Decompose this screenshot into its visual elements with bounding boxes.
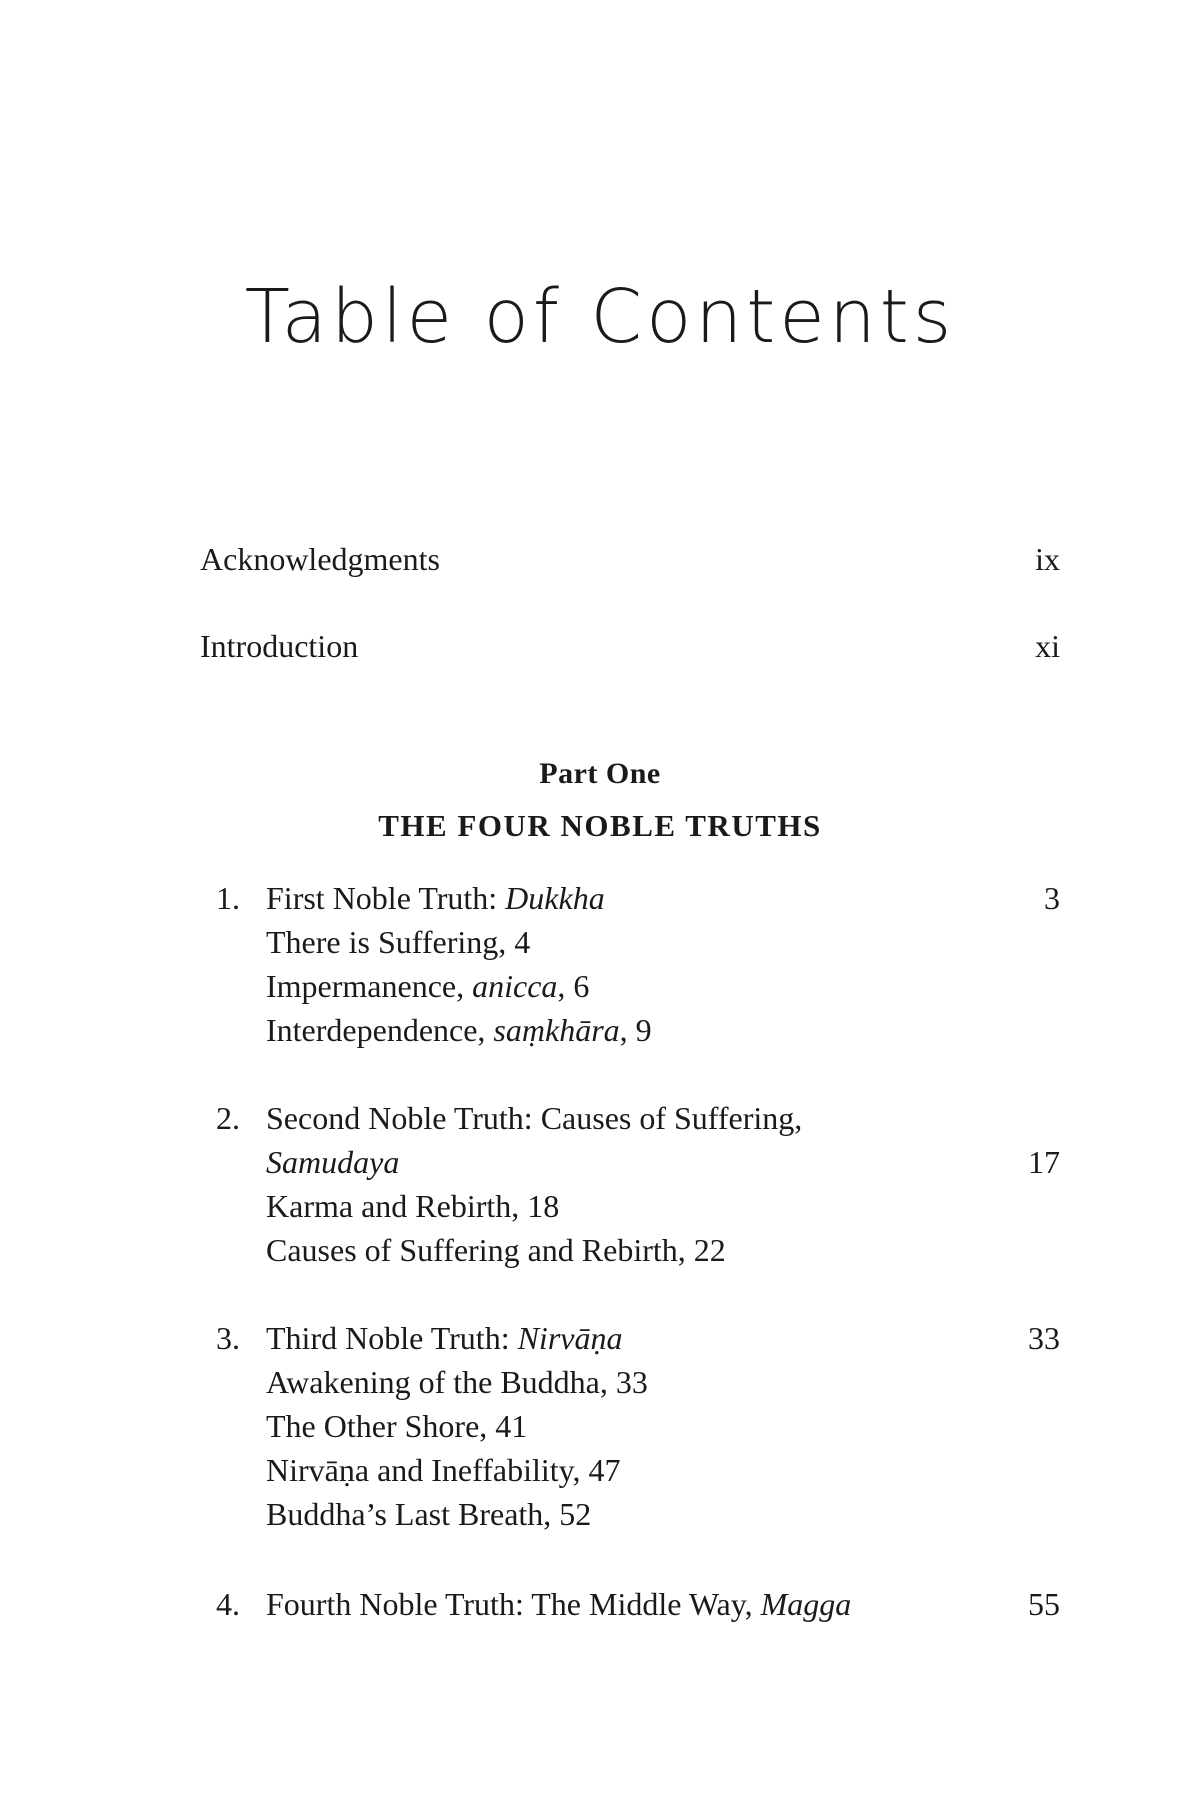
toc-page-number: 17: [1028, 1144, 1060, 1180]
section-entry[interactable]: Awakening of the Buddha, 33: [266, 1364, 648, 1400]
section-entry[interactable]: Causes of Suffering and Rebirth, 22: [266, 1232, 726, 1268]
chapter-2-title-row[interactable]: [200, 1100, 1060, 1144]
chapter-2-title-row-2[interactable]: [200, 1144, 1060, 1188]
toc-entry-label: Introduction: [200, 628, 359, 664]
chapter-4-title-row[interactable]: [200, 1586, 1060, 1630]
section-entry[interactable]: Impermanence, anicca, 6: [266, 968, 590, 1004]
section-entry[interactable]: Interdependence, saṃkhāra, 9: [266, 1012, 652, 1048]
chapter-3-title-row[interactable]: [200, 1320, 1060, 1364]
chapter-number: 2.: [216, 1100, 240, 1136]
chapter-number: 3.: [216, 1320, 240, 1356]
toc-page-number: 55: [1028, 1586, 1060, 1622]
chapter-number: 1.: [216, 880, 240, 916]
section-entry[interactable]: Nirvāṇa and Ineffability, 47: [266, 1452, 621, 1488]
chapter-title: Fourth Noble Truth: The Middle Way, Magga: [266, 1586, 852, 1622]
chapter-title-continued: Samudaya: [266, 1144, 400, 1180]
chapter-title: First Noble Truth: Dukkha: [266, 880, 605, 916]
section-entry[interactable]: Buddha’s Last Breath, 52: [266, 1496, 592, 1532]
section-entry[interactable]: Karma and Rebirth, 18: [266, 1188, 560, 1224]
chapter-number: 4.: [216, 1586, 240, 1622]
part-label: Part One: [539, 757, 661, 790]
part-subtitle: THE FOUR NOBLE TRUTHS: [378, 808, 822, 843]
chapter-1-title-row[interactable]: [200, 880, 1060, 924]
toc-page-number: xi: [1035, 628, 1060, 664]
chapter-title: Third Noble Truth: Nirvāṇa: [266, 1320, 623, 1356]
toc-page-number: 33: [1028, 1320, 1060, 1356]
chapter-title: Second Noble Truth: Causes of Suffering,: [266, 1100, 803, 1136]
toc-page-number: 3: [1044, 880, 1060, 916]
page-title: Table of Contents: [244, 274, 956, 360]
toc-page-number: ix: [1035, 541, 1060, 577]
section-entry[interactable]: The Other Shore, 41: [266, 1408, 528, 1444]
section-entry[interactable]: There is Suffering, 4: [266, 924, 531, 960]
toc-entry-label: Acknowledgments: [200, 541, 440, 577]
